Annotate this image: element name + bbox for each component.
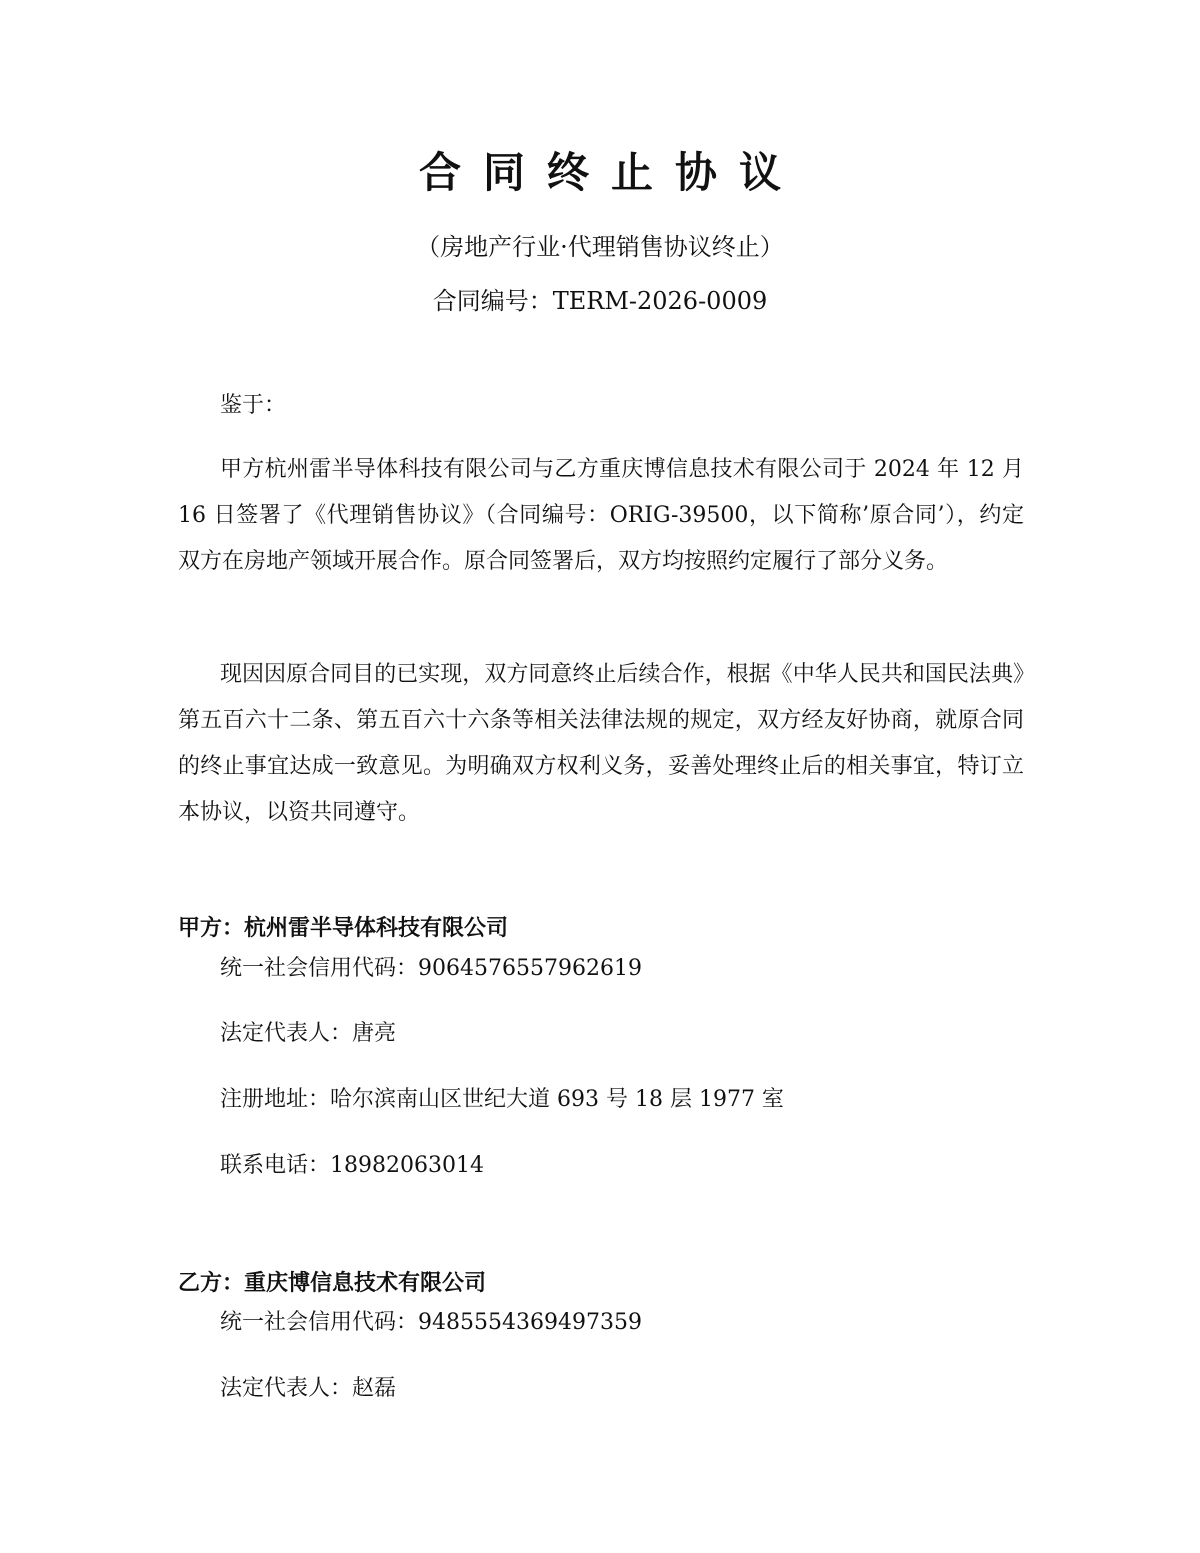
party-b-heading: 乙方：重庆博信息技术有限公司 xyxy=(178,1271,487,1296)
party-a-phone: 联系电话：18982063014 xyxy=(220,1153,484,1178)
document-subtitle: （房地产行业·代理销售协议终止） xyxy=(416,233,784,261)
party-a-legal-rep: 法定代表人：唐亮 xyxy=(220,1021,397,1046)
party-b-legal-rep: 法定代表人：赵磊 xyxy=(220,1376,397,1401)
contract-number: 合同编号：TERM-2026-0009 xyxy=(432,287,768,315)
whereas-heading: 鉴于： xyxy=(220,393,287,418)
party-a-address: 注册地址：哈尔滨南山区世纪大道 693 号 18 层 1977 室 xyxy=(220,1087,784,1112)
party-a-heading: 甲方：杭州雷半导体科技有限公司 xyxy=(178,916,509,941)
party-b-credit-code: 统一社会信用代码：9485554369497359 xyxy=(220,1310,642,1335)
preamble-paragraph-2: 现因因原合同目的已实现，双方同意终止后续合作，根据《中华人民共和国民法典》第五百六十二条、第五百六十六条等相关法律法规的规定，双方经友好协商，就原合同的终止事宜达成一致意见。为明确双方权利义务，妥善处理终止后的相关事宜，特订立本协议，以资共同遵守。 xyxy=(178,662,1024,825)
party-a-credit-code: 统一社会信用代码：9064576557962619 xyxy=(220,956,642,981)
preamble-paragraph-1: 甲方杭州雷半导体科技有限公司与乙方重庆博信息技术有限公司于 2024 年 12 月 16 日签署了《代理销售协议》（合同编号：ORIG-39500，以下简称’原合同’），约定双方在房地产领域开展合作。原合同签署后，双方均按照约定履行了部分义务。 xyxy=(178,457,1024,574)
document-title: 合同终止协议 xyxy=(418,148,803,197)
